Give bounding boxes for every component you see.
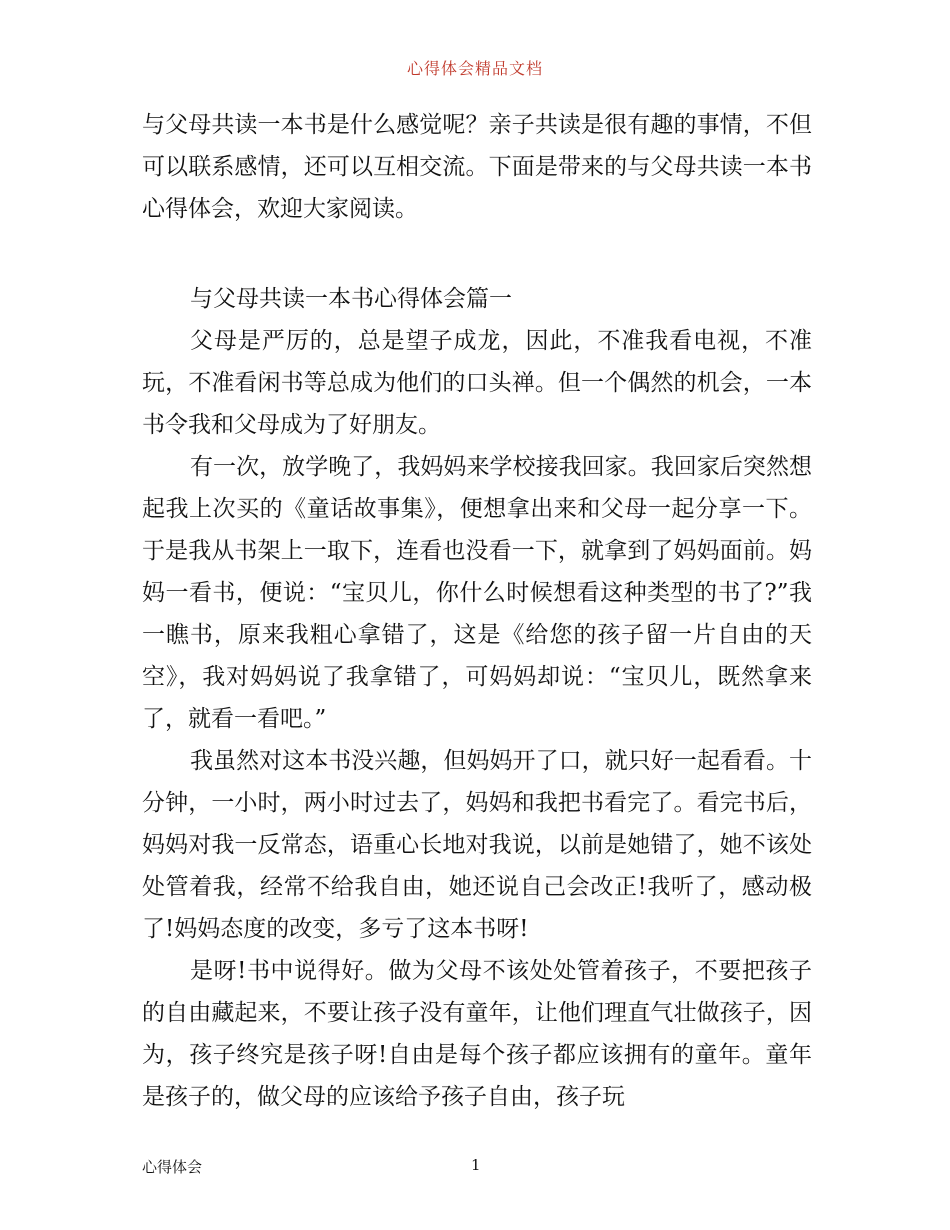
intro-paragraph: 与父母共读一本书是什么感觉呢？亲子共读是很有趣的事情，不但可以联系感情，还可以互相交流。下面是带来的与父母共读一本书心得体会，欢迎大家阅读。	[142, 112, 812, 222]
document-body	[142, 104, 812, 1118]
header-title: 心得体会精品文档	[406, 59, 543, 78]
body-paragraph: 是呀!书中说得好。做为父母不该处处管着孩子，不要把孩子的自由藏起来，不要让孩子没有童年，让他们理直气壮做孩子，因为，孩子终究是孩子呀!自由是每个孩子都应该拥有的童年。童年是孩子的，做父母的应该给予孩子自由，孩子玩	[142, 958, 812, 1110]
page-number: 1	[471, 1156, 481, 1174]
body-paragraph: 我虽然对这本书没兴趣，但妈妈开了口，就只好一起看看。十分钟，一小时，两小时过去了，妈妈和我把书看完了。看完书后，妈妈对我一反常态，语重心长地对我说，以前是她错了，她不该处处管着我，经常不给我自由，她还说自己会改正!我听了，感动极了!妈妈态度的改变，多亏了这本书呀!	[142, 748, 812, 942]
paragraph-gap	[142, 230, 812, 278]
body-paragraph: 有一次，放学晚了，我妈妈来学校接我回家。我回家后突然想起我上次买的《童话故事集》，便想拿出来和父母一起分享一下。于是我从书架上一取下，连看也没看一下，就拿到了妈妈面前。妈妈一看书，便说：“宝贝儿，你什么时候想看这种类型的书了?”我一瞧书，原来我粗心拿错了，这是《给您的孩子留一片自由的天空》，我对妈妈说了我拿错了，可妈妈却说：“宝贝儿，既然拿来了，就看一看吧。”	[142, 454, 812, 732]
body-paragraph: 父母是严厉的，总是望子成龙，因此，不准我看电视，不准玩，不准看闲书等总成为他们的口头禅。但一个偶然的机会，一本书令我和父母成为了好朋友。	[142, 328, 812, 438]
section-heading: 与父母共读一本书心得体会篇一	[190, 286, 512, 312]
footer-label: 心得体会	[142, 1158, 203, 1176]
